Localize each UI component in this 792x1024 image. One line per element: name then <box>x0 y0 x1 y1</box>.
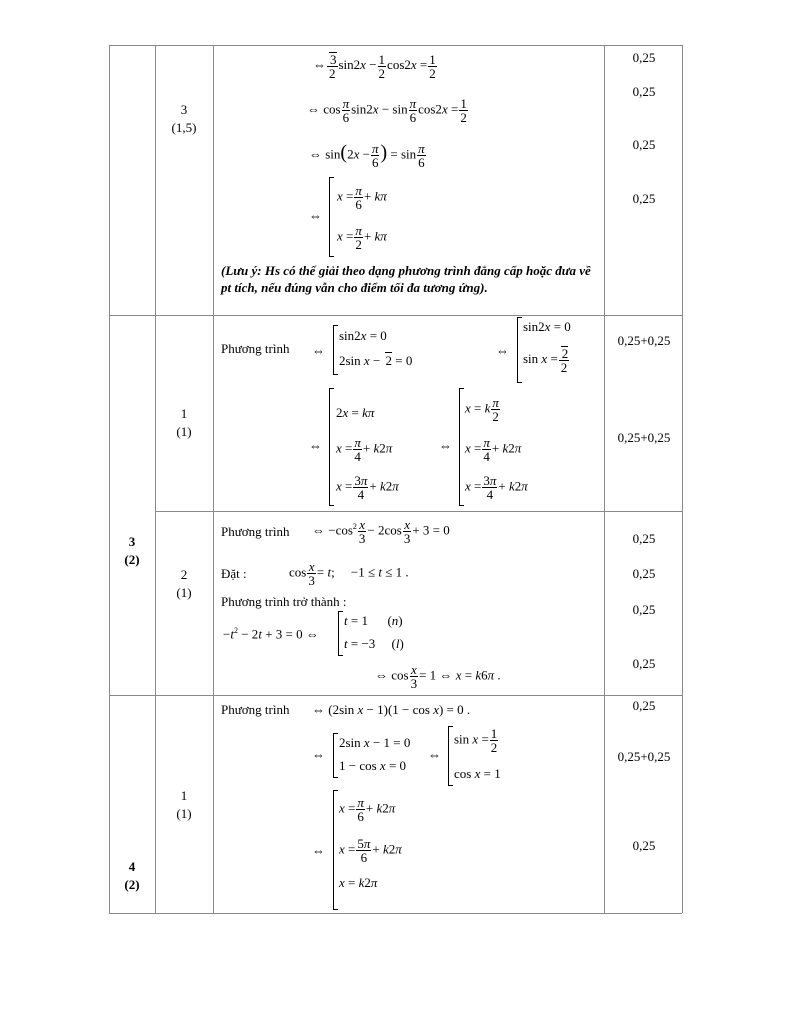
math-line: sin x = $\frac{2}{2}$ <box>523 346 569 375</box>
col-divider <box>682 45 683 913</box>
score: 0,25 <box>632 566 656 581</box>
math-line: ⇔ sin(2x − $\frac{\pi}{6}$ ) = sin $\frac{\pi}{6}$ <box>309 141 425 170</box>
score: 0,25+0,25 <box>617 430 671 445</box>
label-text: Phương trình <box>221 702 290 717</box>
math-line: x = $\frac{3\pi}{4}$ + k2π <box>336 473 399 502</box>
bracket <box>333 790 338 910</box>
row-divider <box>109 315 682 316</box>
math-line: x = k2π <box>339 875 378 890</box>
math-line: ⇔ (2sin x − 1)(1 − cos x) = 0 . <box>312 702 471 717</box>
math-line: x = $\frac{\pi}{4}$ + k2π <box>336 435 393 464</box>
bracket <box>459 388 464 506</box>
bracket <box>329 388 334 506</box>
section-number <box>109 858 155 894</box>
math-symbol: ⇔ <box>312 843 325 858</box>
math-line: cos $\frac{x}{3}$ = t; −1 ≤ t ≤ 1 . <box>289 559 409 588</box>
col-divider <box>604 45 605 913</box>
note-text: (Lưu ý: Hs có thể giải theo dạng phương trình đẳng cấp hoặc đưa về pt tích, nếu đúng vẫn cho điểm tối đa tương ứng). <box>221 263 591 295</box>
part-num: 1 <box>180 406 188 421</box>
row-divider <box>155 511 682 512</box>
bracket <box>333 733 338 778</box>
score: 0,25 <box>632 838 656 853</box>
label-text: Phương trình trở thành : <box>221 594 347 609</box>
part-num: 1 <box>180 788 188 803</box>
bracket <box>338 611 343 656</box>
part-number <box>155 787 213 823</box>
label-text: Phương trình <box>221 341 290 356</box>
bracket <box>329 177 334 257</box>
math-line: 1 − cos x = 0 <box>339 758 407 773</box>
section-number <box>109 533 155 569</box>
section-3-points: (2) <box>124 552 140 567</box>
part-number <box>155 566 213 602</box>
bracket <box>448 726 453 786</box>
math-symbol: ⇔ <box>428 747 441 762</box>
math-line: sin2x = 0 <box>523 319 571 334</box>
math-line: x = $\frac{\pi}{6}$ + kπ <box>337 183 387 212</box>
part-points: (1,5) <box>171 120 197 135</box>
score: 0,25 <box>632 531 656 546</box>
math-line: 2sin x − 2 = 0 <box>339 353 413 368</box>
col-divider <box>109 45 110 913</box>
score: 0,25 <box>632 698 656 713</box>
score: 0,25 <box>632 137 656 152</box>
score: 0,25 <box>632 191 656 206</box>
score: 0,25+0,25 <box>617 333 671 348</box>
math-line: ⇔ cos $\frac{x}{3}$ = 1 ⇔ x = k6π . <box>375 662 501 691</box>
math-line: ⇔ cos $\frac{\pi}{6}$ sin2x − sin $\frac{\pi}{6}$ cos2x = $\frac{1}{2}$ <box>307 96 467 125</box>
table-bottom-border <box>109 913 682 914</box>
math-symbol: ⇔ <box>439 438 452 453</box>
math-line: sin2x = 0 <box>339 328 387 343</box>
col-divider <box>213 45 214 913</box>
section-3-label: 3 <box>128 534 136 549</box>
math-symbol: ⇔ <box>309 438 322 453</box>
label-text: Đặt : <box>221 566 247 581</box>
math-line: x = $\frac{\pi}{6}$ + k2π <box>339 795 396 824</box>
part-points: (1) <box>176 424 192 439</box>
table-top-border <box>109 45 682 46</box>
math-line: t = 1 (n) <box>344 613 403 628</box>
math-line: 2x = kπ <box>336 405 375 420</box>
math-symbol: ⇔ <box>496 343 509 358</box>
section-4-label: 4 <box>128 859 136 874</box>
score: 0,25 <box>632 50 656 65</box>
bracket <box>333 325 338 375</box>
math-line: x = $\frac{5\pi}{6}$ + k2π <box>339 836 402 865</box>
math-line: ⇔ $\frac{3}{2}$ sin2x − $\frac{1}{2}$ cos2x = $\frac{1}{2}$ <box>313 51 436 81</box>
math-symbol: ⇔ <box>309 208 322 223</box>
part-number <box>155 101 213 137</box>
row-divider <box>109 695 682 696</box>
math-line: x = k $\frac{\pi}{2}$ <box>465 395 499 424</box>
part-num: 2 <box>180 567 188 582</box>
part-points: (1) <box>176 806 192 821</box>
math-line: t = −3 (l) <box>344 636 404 651</box>
score: 0,25 <box>632 602 656 617</box>
score: 0,25 <box>632 656 656 671</box>
math-line: sin x = $\frac{1}{2}$ <box>454 726 498 755</box>
math-line: x = $\frac{\pi}{4}$ + k2π <box>465 435 522 464</box>
col-divider <box>155 45 156 913</box>
math-line: ⇔ $-\cos^2$ $\frac{x}{3}$ − 2cos $\frac{x}{3}$ + 3 = 0 <box>312 517 450 546</box>
section-4-points: (2) <box>124 877 140 892</box>
score: 0,25 <box>632 84 656 99</box>
score: 0,25+0,25 <box>617 749 671 764</box>
bracket <box>517 317 522 383</box>
math-line: $-t^2 - 2t + 3 = 0$ ⇔ <box>223 626 319 642</box>
math-line: x = $\frac{\pi}{2}$ + kπ <box>337 223 387 252</box>
math-line: cos x = 1 <box>454 766 501 781</box>
part-number <box>155 405 213 441</box>
math-line: x = $\frac{3\pi}{4}$ + k2π <box>465 473 528 502</box>
math-line: 2sin x − 1 = 0 <box>339 735 411 750</box>
label-text: Phương trình <box>221 524 290 539</box>
part-points: (1) <box>176 585 192 600</box>
math-symbol: ⇔ <box>312 343 325 358</box>
math-symbol: ⇔ <box>312 747 325 762</box>
part-num: 3 <box>180 102 188 117</box>
